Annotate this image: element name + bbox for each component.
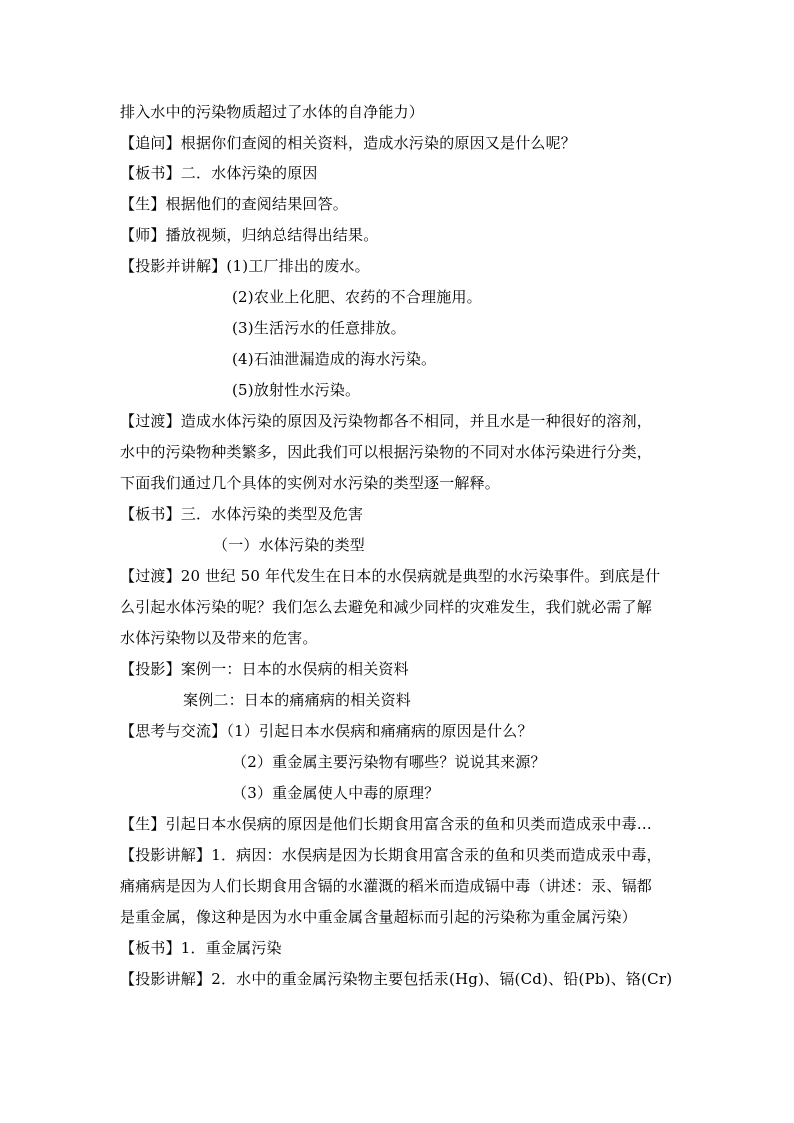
text-line: 么引起水体污染的呢？我们怎么去避免和减少同样的灾难发生，我们就必需了解	[120, 598, 653, 616]
text-line: 痛痛病是因为人们长期食用含镉的水灌溉的稻米而造成镉中毒（讲述：汞、镉都	[120, 877, 653, 895]
text-line: 【思考与交流】（1）引起日本水俣病和痛痛病的原因是什么？	[120, 722, 533, 740]
text-line: （一）水体污染的类型	[213, 536, 366, 554]
text-line: 案例二：日本的痛痛病的相关资料	[183, 691, 412, 709]
text-line: （2）重金属主要污染物有哪些？说说其来源？	[232, 753, 546, 771]
text-line: 【过渡】造成水体污染的原因及污染物都各不相同，并且水是一种很好的溶剂，	[120, 412, 653, 430]
text-line: 【投影并讲解】(1)工厂排出的废水。	[120, 257, 370, 275]
text-line: 水体污染物以及带来的危害。	[120, 629, 318, 647]
text-line: 下面我们通过几个具体的实例对水污染的类型逐一解释。	[120, 474, 501, 492]
text-line: 【投影讲解】2．水中的重金属污染物主要包括汞(Hg)、镉(Cd)、铅(Pb)、铬(Cr)	[120, 970, 673, 988]
text-line: 是重金属，像这种是因为水中重金属含量超标而引起的污染称为重金属污染）	[120, 908, 637, 926]
text-line: 【板书】三．水体污染的类型及危害	[120, 505, 364, 523]
text-line: (5)放射性水污染。	[232, 381, 361, 399]
text-line: 【过渡】20 世纪 50 年代发生在日本的水俣病就是典型的水污染事件。到底是什	[120, 567, 661, 585]
text-line: 【投影讲解】1．病因：水俣病是因为长期食用富含汞的鱼和贝类而造成汞中毒，	[120, 846, 662, 864]
text-line: 水中的污染物种类繁多，因此我们可以根据污染物的不同对水体污染进行分类，	[120, 443, 653, 461]
text-line: (4)石油泄漏造成的海水污染。	[232, 350, 437, 368]
text-line: 【投影】案例一：日本的水俣病的相关资料	[120, 660, 409, 678]
text-line: 排入水中的污染物质超过了水体的自净能力）	[120, 103, 425, 121]
text-line: (2)农业上化肥、农药的不合理施用。	[232, 288, 482, 306]
text-line: 【追问】根据你们查阅的相关资料，造成水污染的原因又是什么呢？	[120, 134, 577, 152]
text-line: 【板书】1．重金属污染	[120, 939, 282, 957]
text-line: 【板书】二．水体污染的原因	[120, 164, 318, 182]
text-line: （3）重金属使人中毒的原理？	[232, 784, 440, 802]
text-line: 【师】播放视频，归纳总结得出结果。	[120, 226, 379, 244]
text-line: 【生】引起日本水俣病的原因是他们长期食用富含汞的鱼和贝类而造成汞中毒…	[120, 815, 653, 833]
text-line: 【生】根据他们的查阅结果回答。	[120, 195, 349, 213]
text-line: (3)生活污水的任意排放。	[232, 319, 406, 337]
